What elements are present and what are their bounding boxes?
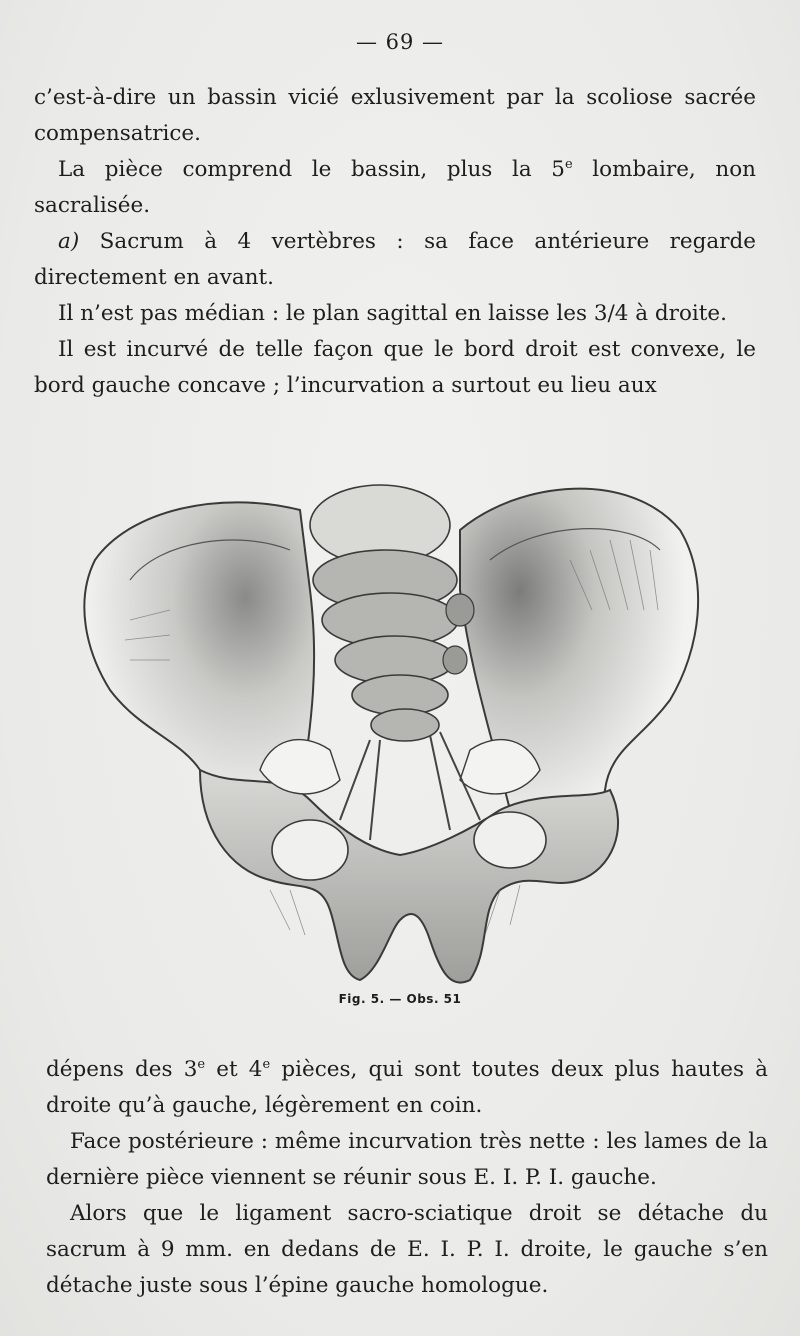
paragraph-text: c’est-à-dire un bassin vicié exlusivement par la scoliose sacrée compensatrice. — [34, 85, 756, 146]
paragraph-text: dépens des 3 — [46, 1057, 198, 1082]
pelvic-ring-lower — [200, 770, 618, 983]
superscript: e — [262, 1057, 271, 1072]
paragraph — [34, 80, 756, 152]
paragraph-text: Sacrum à 4 vertèbres : sa face antérieure regarde directement en avant. — [34, 229, 756, 290]
left-foramen — [272, 820, 348, 880]
paragraph — [34, 332, 756, 404]
paragraph — [46, 1052, 768, 1124]
paragraph-text: et 4 — [205, 1057, 263, 1082]
pelvis-figure — [70, 470, 730, 990]
page-number: — 69 — — [355, 30, 445, 54]
item-label: a) — [58, 229, 80, 254]
paragraph-text: La pièce comprend le bassin, plus la 5 — [58, 157, 565, 182]
paragraph — [34, 296, 756, 332]
paragraph — [46, 1196, 768, 1304]
figure-caption: Fig. 5. — Obs. 51 — [338, 992, 462, 1006]
paragraph — [34, 152, 756, 224]
paragraph — [46, 1124, 768, 1196]
right-foramen — [474, 812, 546, 868]
paragraph-text: Il est incurvé de telle façon que le bord droit est convexe, le bord gauche concave ; l’incurvation a surtout eu lieu aux — [34, 337, 756, 398]
paragraph-text: Il n’est pas médian : le plan sagittal en laisse les 3/4 à droite. — [58, 301, 727, 326]
superscript: e — [197, 1057, 206, 1072]
paragraph-text: lombaire, non sacralisée. — [34, 157, 756, 218]
sacrum — [310, 485, 458, 741]
ligaments — [340, 732, 480, 840]
paragraph-text: pièces, qui sont toutes deux plus hautes à droite qu’à gauche, légèrement en coin. — [46, 1057, 768, 1118]
text-block-top — [34, 80, 756, 404]
superscript: e — [564, 157, 573, 172]
text-block-bottom — [46, 1052, 768, 1304]
paragraph — [34, 224, 756, 296]
pelvis-drawing — [70, 470, 730, 990]
paragraph-text: Face postérieure : même incurvation très nette : les lames de la dernière pièce viennent se réunir sous E. I. P. I. gauche. — [46, 1129, 768, 1190]
paragraph-text: Alors que le ligament sacro-sciatique droit se détache du sacrum à 9 mm. en dedans de E. I. P. I. droite, le gauche s’en détache juste sous l’épine gauche homologue. — [46, 1201, 768, 1298]
